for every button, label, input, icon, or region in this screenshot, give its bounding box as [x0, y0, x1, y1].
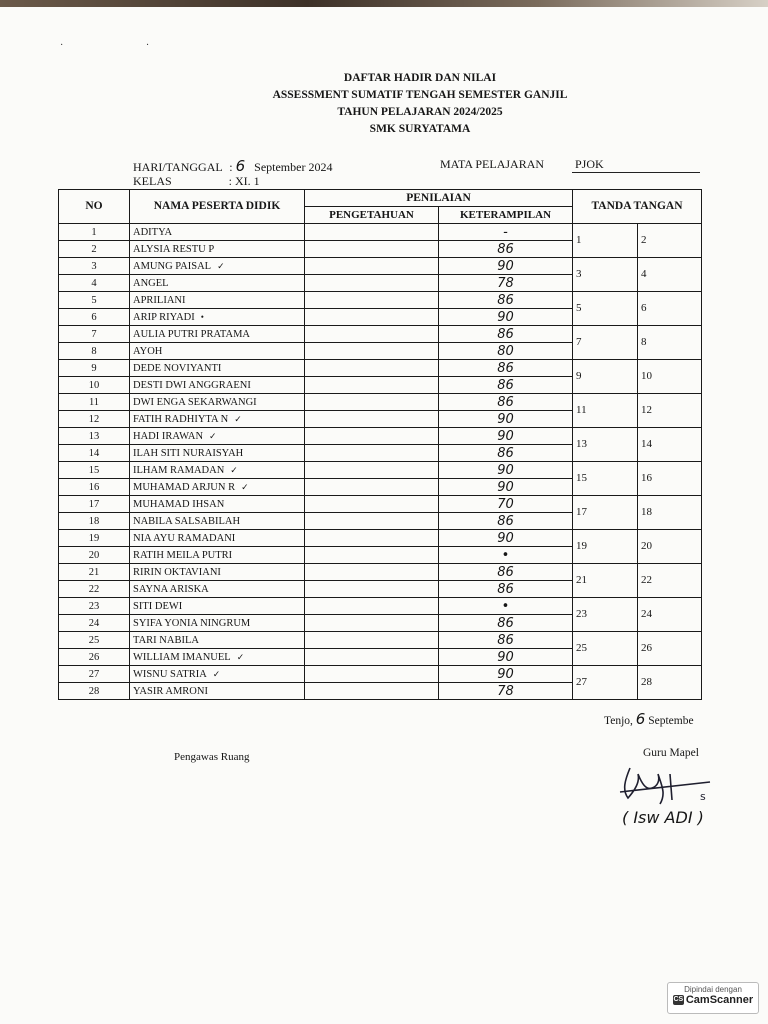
meta-date-rest: September 2024 [254, 160, 333, 174]
student-name-cell [130, 496, 305, 513]
signature-slot: 23 [573, 598, 638, 632]
row-number: 26 [59, 649, 130, 666]
student-name-cell [130, 258, 305, 275]
student-name: MUHAMAD IHSAN [133, 498, 225, 510]
knowledge-score-cell [305, 224, 439, 241]
student-name: ILAH SITI NURAISYAH [133, 447, 244, 459]
row-number: 17 [59, 496, 130, 513]
knowledge-score-cell [305, 292, 439, 309]
student-name: WILLIAM IMANUEL [133, 651, 231, 663]
signature-slot: 20 [638, 530, 702, 564]
signature-slot: 5 [573, 292, 638, 326]
signature-slot: 26 [638, 632, 702, 666]
student-name-cell [130, 666, 305, 683]
skill-score: 90 [439, 530, 573, 547]
signature-slot: 6 [638, 292, 702, 326]
camscanner-watermark [667, 982, 759, 1014]
student-name-cell [130, 377, 305, 394]
student-name: AULIA PUTRI PRATAMA [133, 328, 251, 340]
student-name: DEDE NOVIYANTI [133, 362, 222, 374]
row-number: 15 [59, 462, 130, 479]
skill-score: • [439, 598, 573, 615]
signature-slot: 10 [638, 360, 702, 394]
header-school: SMK SURYATAMA [369, 123, 471, 135]
student-name: APRILIANI [133, 294, 186, 306]
meta-date-day: 6 [235, 157, 246, 175]
knowledge-score-cell [305, 411, 439, 428]
knowledge-score-cell [305, 377, 439, 394]
student-name: ILHAM RAMADAN [133, 464, 225, 476]
knowledge-score-cell [305, 666, 439, 683]
knowledge-score-cell [305, 598, 439, 615]
table-row [59, 530, 702, 547]
skill-score: 86 [439, 632, 573, 649]
signature-slot: 1 [573, 224, 638, 258]
student-name-cell [130, 411, 305, 428]
student-name: AYOH [133, 345, 163, 357]
student-name: DESTI DWI ANGGRAENI [133, 379, 251, 391]
student-name-cell [130, 394, 305, 411]
student-name: ADITYA [133, 226, 173, 238]
student-name-cell [130, 309, 305, 326]
student-name-cell [130, 275, 305, 292]
row-number: 7 [59, 326, 130, 343]
table-row [59, 258, 702, 275]
svg-text:s: s [700, 790, 706, 803]
student-name-cell [130, 241, 305, 258]
signature-slot: 13 [573, 428, 638, 462]
col-signature-header: TANDA TANGAN [573, 190, 702, 224]
student-name-cell [130, 683, 305, 700]
row-number: 22 [59, 581, 130, 598]
student-name: ANGEL [133, 277, 169, 289]
meta-class [133, 174, 260, 189]
table-row [59, 598, 702, 615]
student-name: RATIH MEILA PUTRI [133, 549, 233, 561]
skill-score: 90 [439, 666, 573, 683]
student-name: NABILA SALSABILAH [133, 515, 241, 527]
signature-slot: 15 [573, 462, 638, 496]
skill-score: 86 [439, 564, 573, 581]
col-assessment-header: PENILAIAN [305, 190, 573, 207]
skill-score: 78 [439, 275, 573, 292]
skill-score: 90 [439, 309, 573, 326]
skill-score: 78 [439, 683, 573, 700]
row-number: 9 [59, 360, 130, 377]
student-name: NIA AYU RAMADANI [133, 532, 236, 544]
skill-score: 86 [439, 377, 573, 394]
signature-slot: 9 [573, 360, 638, 394]
signature-slot: 16 [638, 462, 702, 496]
knowledge-score-cell [305, 326, 439, 343]
student-name-cell [130, 326, 305, 343]
check-mark-icon: ✓ [241, 481, 249, 492]
student-name: MUHAMAD ARJUN R [133, 481, 236, 493]
signature-slot: 22 [638, 564, 702, 598]
skill-score: 86 [439, 292, 573, 309]
watermark-brand-text: CamScanner [685, 994, 754, 1006]
table-body [59, 224, 702, 700]
knowledge-score-cell [305, 632, 439, 649]
signature-slot: 12 [638, 394, 702, 428]
student-name-cell [130, 581, 305, 598]
skill-score: 90 [439, 428, 573, 445]
signature-slot: 18 [638, 496, 702, 530]
signature-slot: 2 [638, 224, 702, 258]
col-skill-header: KETERAMPILAN [439, 207, 573, 224]
signature-slot: 11 [573, 394, 638, 428]
row-number: 28 [59, 683, 130, 700]
student-name-cell [130, 649, 305, 666]
stray-marks: · · [60, 40, 190, 51]
skill-score: 90 [439, 649, 573, 666]
knowledge-score-cell [305, 258, 439, 275]
row-number: 23 [59, 598, 130, 615]
teacher-name: ( Isw ADI ) [622, 808, 704, 827]
student-name-cell [130, 564, 305, 581]
meta-subject-underline [572, 172, 700, 173]
header-year: TAHUN PELAJARAN 2024/2025 [337, 106, 503, 118]
student-name: ALYSIA RESTU P [133, 243, 215, 255]
knowledge-score-cell [305, 428, 439, 445]
table-row [59, 360, 702, 377]
skill-score: 86 [439, 241, 573, 258]
meta-subject-value: PJOK [575, 157, 604, 171]
knowledge-score-cell [305, 241, 439, 258]
student-name-cell [130, 530, 305, 547]
knowledge-score-cell [305, 479, 439, 496]
check-mark-icon: ✓ [234, 413, 242, 424]
skill-score: 70 [439, 496, 573, 513]
student-name: SAYNA ARISKA [133, 583, 209, 595]
signing-place: Tenjo, [604, 715, 633, 727]
signing-day: 6 [635, 710, 646, 728]
knowledge-score-cell [305, 360, 439, 377]
row-number: 10 [59, 377, 130, 394]
skill-score: 90 [439, 411, 573, 428]
student-name-cell [130, 462, 305, 479]
knowledge-score-cell [305, 530, 439, 547]
student-name-cell [130, 479, 305, 496]
row-number: 18 [59, 513, 130, 530]
signature-slot: 17 [573, 496, 638, 530]
signature-slot: 25 [573, 632, 638, 666]
student-name-cell [130, 598, 305, 615]
table-row [59, 224, 702, 241]
knowledge-score-cell [305, 275, 439, 292]
student-name-cell [130, 632, 305, 649]
signature-slot: 7 [573, 326, 638, 360]
signing-month: Septembe [648, 715, 694, 727]
knowledge-score-cell [305, 462, 439, 479]
supervisor-label: Pengawas Ruang [174, 751, 250, 763]
student-name: TARI NABILA [133, 634, 199, 646]
table-row [59, 564, 702, 581]
check-mark-icon: • [200, 311, 204, 322]
student-name: WISNU SATRIA [133, 668, 207, 680]
knowledge-score-cell [305, 581, 439, 598]
watermark-caption: Dipindai dengan [684, 985, 742, 994]
col-name-header: NAMA PESERTA DIDIK [130, 190, 305, 224]
student-name-cell [130, 428, 305, 445]
student-name: SYIFA YONIA NINGRUM [133, 617, 251, 629]
watermark-brand [668, 994, 758, 1006]
student-name: FATIH RADHIYTA N [133, 413, 229, 425]
skill-score: • [439, 547, 573, 564]
student-name-cell [130, 224, 305, 241]
row-number: 11 [59, 394, 130, 411]
signature-slot: 14 [638, 428, 702, 462]
knowledge-score-cell [305, 564, 439, 581]
skill-score: 90 [439, 462, 573, 479]
row-number: 20 [59, 547, 130, 564]
header-subtitle: ASSESSMENT SUMATIF TENGAH SEMESTER GANJIL [272, 89, 568, 101]
meta-date [133, 157, 332, 175]
table-row [59, 394, 702, 411]
knowledge-score-cell [305, 615, 439, 632]
table-row [59, 428, 702, 445]
skill-score: 90 [439, 479, 573, 496]
col-no-header: NO [59, 190, 130, 224]
student-name: HADI IRAWAN [133, 430, 204, 442]
check-mark-icon: ✓ [236, 651, 245, 662]
row-number: 21 [59, 564, 130, 581]
camscanner-logo-icon: CS [673, 996, 684, 1004]
knowledge-score-cell [305, 496, 439, 513]
knowledge-score-cell [305, 445, 439, 462]
student-name: YASIR AMRONI [133, 685, 208, 697]
student-name-cell [130, 615, 305, 632]
row-number: 1 [59, 224, 130, 241]
meta-subject-label: MATA PELAJARAN [440, 157, 545, 171]
student-name: ARIP RIYADI [133, 311, 195, 323]
table-row [59, 462, 702, 479]
student-name: RIRIN OKTAVIANI [133, 566, 221, 578]
signature-slot: 27 [573, 666, 638, 700]
signature-slot: 28 [638, 666, 702, 700]
knowledge-score-cell [305, 683, 439, 700]
row-number: 13 [59, 428, 130, 445]
skill-score: 86 [439, 615, 573, 632]
signature-slot: 8 [638, 326, 702, 360]
col-knowledge-header: PENGETAHUAN [305, 207, 439, 224]
row-number: 6 [59, 309, 130, 326]
student-name: SITI DEWI [133, 600, 183, 612]
row-number: 8 [59, 343, 130, 360]
skill-score: 86 [439, 445, 573, 462]
signature-slot: 19 [573, 530, 638, 564]
row-number: 24 [59, 615, 130, 632]
signature-slot: 21 [573, 564, 638, 598]
student-name: AMUNG PAISAL [133, 260, 212, 272]
teacher-signature-icon [600, 760, 720, 810]
teacher-title: Guru Mapel [643, 747, 699, 759]
row-number: 5 [59, 292, 130, 309]
row-number: 27 [59, 666, 130, 683]
table-row [59, 496, 702, 513]
row-number: 2 [59, 241, 130, 258]
signing-place-date [604, 710, 694, 728]
attendance-table [58, 189, 702, 700]
row-number: 3 [59, 258, 130, 275]
student-name-cell [130, 343, 305, 360]
table-row [59, 326, 702, 343]
skill-score: 86 [439, 360, 573, 377]
skill-score: - [439, 224, 573, 241]
table-row [59, 632, 702, 649]
skill-score: 86 [439, 326, 573, 343]
signature-slot: 24 [638, 598, 702, 632]
row-number: 12 [59, 411, 130, 428]
skill-score: 80 [439, 343, 573, 360]
check-mark-icon: ✓ [212, 668, 221, 679]
skill-score: 86 [439, 581, 573, 598]
skill-score: 90 [439, 258, 573, 275]
skill-score: 86 [439, 513, 573, 530]
knowledge-score-cell [305, 309, 439, 326]
knowledge-score-cell [305, 394, 439, 411]
student-name-cell [130, 513, 305, 530]
table-row [59, 666, 702, 683]
knowledge-score-cell [305, 547, 439, 564]
meta-date-colon: : [229, 160, 233, 174]
student-name-cell [130, 360, 305, 377]
knowledge-score-cell [305, 649, 439, 666]
student-name: DWI ENGA SEKARWANGI [133, 396, 257, 408]
meta-class-label: KELAS [133, 174, 172, 188]
meta-class-value: : XI. 1 [228, 174, 260, 188]
knowledge-score-cell [305, 513, 439, 530]
check-mark-icon: ✓ [217, 260, 225, 271]
row-number: 19 [59, 530, 130, 547]
meta-date-label: HARI/TANGGAL [133, 160, 223, 174]
row-number: 16 [59, 479, 130, 496]
signature-slot: 4 [638, 258, 702, 292]
student-name-cell [130, 445, 305, 462]
row-number: 25 [59, 632, 130, 649]
row-number: 14 [59, 445, 130, 462]
student-name-cell [130, 547, 305, 564]
check-mark-icon: ✓ [230, 464, 238, 475]
skill-score: 86 [439, 394, 573, 411]
scan-top-edge [0, 0, 768, 7]
signature-slot: 3 [573, 258, 638, 292]
check-mark-icon: ✓ [209, 430, 217, 441]
header-title: DAFTAR HADIR DAN NILAI [343, 72, 497, 84]
document-header [230, 70, 610, 138]
student-name-cell [130, 292, 305, 309]
table-row [59, 292, 702, 309]
knowledge-score-cell [305, 343, 439, 360]
row-number: 4 [59, 275, 130, 292]
